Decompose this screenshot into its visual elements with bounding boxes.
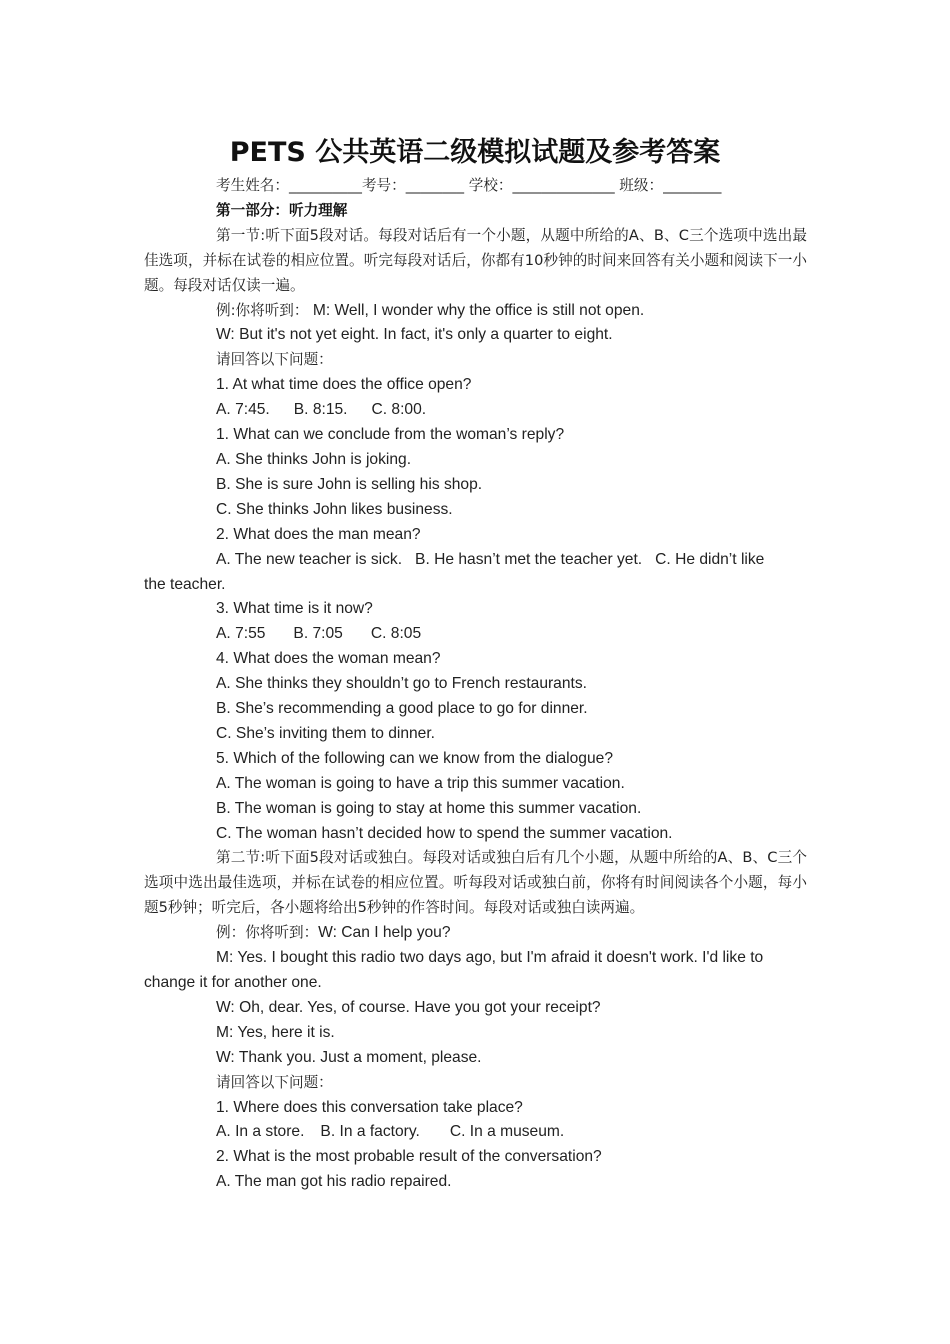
question-1: 1. What can we conclude from the woman’s reply? [216,426,565,444]
option: C. 8:05 [370,625,422,643]
candidate-info-line: 考生姓名：__________考号：________ 学校：______________ 班级：________ [216,177,722,194]
example2-w1-line [144,921,807,946]
option: B. 7:05 [293,625,343,643]
example2-q1-options [144,1120,807,1145]
example1-w-line: W: But it's not yet eight. In fact, it's only a quarter to eight. [216,326,613,344]
example2-q2: 2. What is the most probable result of the conversation? [216,1148,602,1166]
option: A. 7:45. [216,401,270,419]
example2-m1: M: Yes. I bought this radio two days ago, but I'm afraid it doesn't work. I'd like to [216,949,764,967]
example1-options [144,398,807,423]
example1-speaker-m [144,299,807,324]
section1-intro: 第一节:听下面5段对话。每段对话后有一个小题，从题中所给的A、B、C三个选项中选出最佳选项，并标在试卷的相应位置。听完每段对话后，你都有10秒钟的时间来回答有关小题和阅读下一小题。每段对话仅读一遍。 [144,226,807,294]
option: C. In a museum. [449,1123,565,1141]
option: A. The man got his radio repaired. [216,1173,452,1191]
document-title: PETS 公共英语二级模拟试题及参考答案 [229,137,721,168]
question-2: 2. What does the man mean? [216,525,421,543]
option: A. She thinks they shouldn’t go to French restaurants. [216,675,587,693]
example2-q1: 1. Where does this conversation take place? [216,1098,523,1116]
option: A. She thinks John is joking. [216,450,412,468]
example2-w3: W: Thank you. Just a moment, please. [216,1048,482,1066]
part1-heading: 第一部分：听力理解 [216,201,348,219]
option: B. 8:15. [293,401,348,419]
option: A. 7:55 [216,625,266,643]
example2-m2: M: Yes, here it is. [216,1023,335,1041]
option: A. In a store. [216,1123,305,1141]
question-4: 4. What does the woman mean? [216,650,441,668]
example2-intro: 例：你将听到： [216,924,319,942]
document-body [144,174,807,1195]
option: C. 8:00. [371,401,427,419]
example2-prompt: 请回答以下问题： [216,1073,333,1091]
question-3-options [144,622,807,647]
option: B. She is sure John is selling his shop. [216,475,483,493]
example2-w2: W: Oh, dear. Yes, of course. Have you got your receipt? [216,998,601,1016]
option: B. In a factory. [320,1123,420,1141]
example1-prompt: 请回答以下问题： [216,351,333,369]
option: C. The woman hasn’t decided how to spend the summer vacation. [216,824,673,842]
question-5: 5. Which of the following can we know from the dialogue? [216,749,613,767]
section2-intro: 第二节:听下面5段对话或独白。每段对话或独白后有几个小题，从题中所给的A、B、C三个选项中选出最佳选项，并标在试卷的相应位置。听每段对话或独白前，你将有时间阅读各个小题，每小题5秒钟；听完后，各小题将给出5秒钟的作答时间。每段对话或独白读两遍。 [144,849,807,917]
question-2-options: A. The new teacher is sick. B. He hasn’t met the teacher yet. C. He didn’t like [216,550,765,568]
option: B. The woman is going to stay at home this summer vacation. [216,799,642,817]
example2-w1: W: Can I help you? [318,924,451,942]
example1-intro: 例:你将听到： [216,301,309,319]
option: C. She’s inviting them to dinner. [216,724,436,742]
question-2-options-cont: the teacher. [144,575,226,593]
option: A. The woman is going to have a trip this summer vacation. [216,774,625,792]
question-3: 3. What time is it now? [216,600,373,618]
example1-m-line: M: Well, I wonder why the office is still not open. [312,301,645,319]
example1-question: 1. At what time does the office open? [216,376,472,394]
option: B. She’s recommending a good place to go for dinner. [216,700,588,718]
example2-m1-cont: change it for another one. [144,974,322,991]
option: C. She thinks John likes business. [216,500,453,518]
